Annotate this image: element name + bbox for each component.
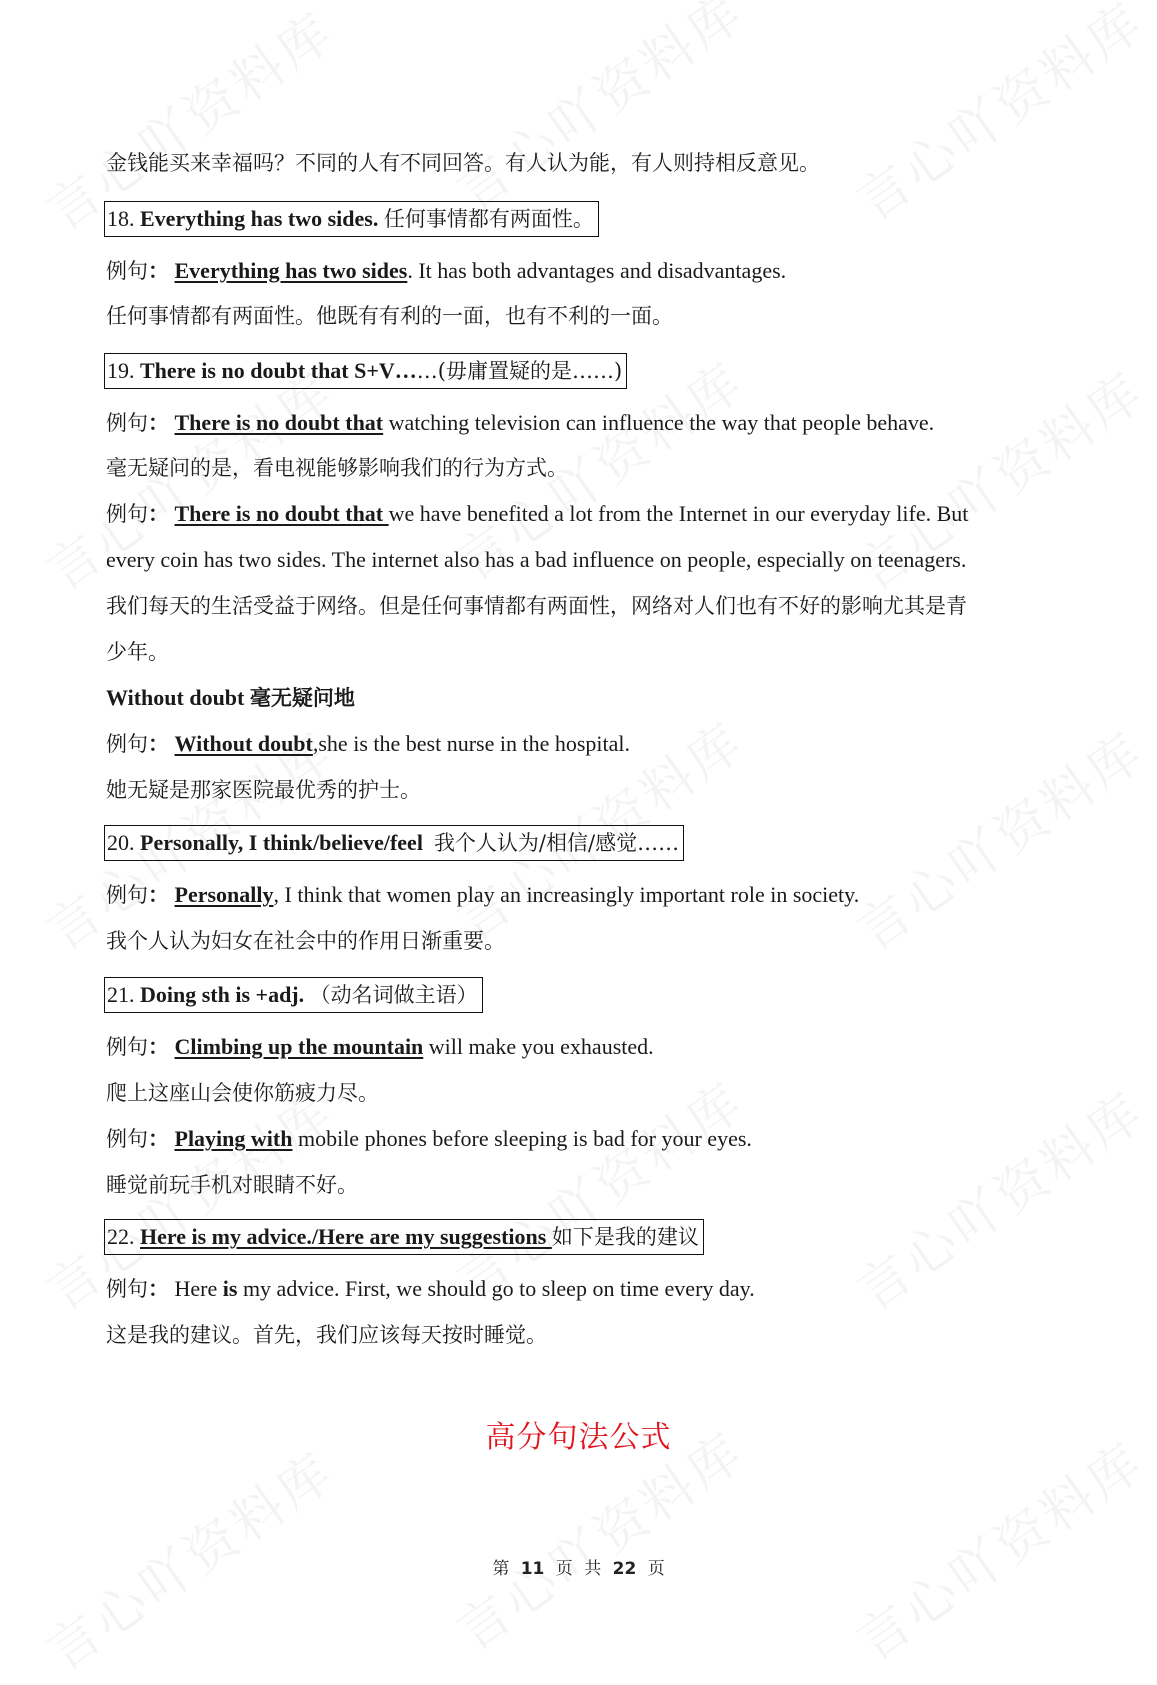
example-highlight: There is no doubt that (174, 501, 389, 526)
example-rest: , I think that women play an increasingly important role in society. (273, 882, 860, 907)
example-label: 例句 (106, 411, 148, 435)
example-translation: 我个人认为妇女在社会中的作用日渐重要。 (106, 929, 505, 953)
example-sentence (106, 499, 968, 529)
example-colon: ： (148, 1126, 169, 1151)
example-colon: ： (148, 731, 169, 756)
watermark (839, 710, 1157, 964)
sub-formula-meaning: 毫无疑问地 (249, 685, 355, 710)
example-translation: 她无疑是那家医院最优秀的护士。 (106, 778, 421, 802)
example-label: 例句 (106, 732, 148, 756)
item-number: 19. (107, 358, 135, 383)
example-rest: we have benefited a lot from the Internet in our everyday life. But (388, 501, 969, 526)
formula-meaning: 我个人认为/相信/感觉…… (433, 831, 680, 855)
item-number: 22. (107, 1224, 135, 1249)
example-sentence (106, 729, 630, 759)
formula-box-18 (104, 201, 599, 237)
example-label: 例句 (106, 502, 148, 526)
example-rest: . It has both advantages and disadvantages. (407, 258, 787, 283)
example-colon: ： (148, 501, 169, 526)
footer-suffix: 页 (647, 1559, 665, 1579)
example-highlight: There is no doubt that (174, 410, 384, 435)
item-number: 18. (107, 206, 135, 231)
example-translation: 睡觉前玩手机对眼睛不好。 (106, 1173, 358, 1197)
item-number: 20. (107, 830, 135, 855)
example-colon: ： (148, 1034, 169, 1059)
example-sentence (106, 408, 934, 438)
example-sentence (106, 256, 786, 286)
example-rest: will make you exhausted. (423, 1034, 654, 1059)
watermark (839, 1420, 1157, 1674)
formula-meaning: …(毋庸置疑的是……) (416, 359, 623, 383)
footer-prefix: 第 (492, 1559, 510, 1579)
example-highlight: Personally (174, 882, 274, 907)
example-rest: mobile phones before sleeping is bad for your eyes. (292, 1126, 752, 1151)
example-continuation: every coin has two sides. The internet also has a bad influence on people, especially on teenagers. (106, 547, 967, 572)
formula-box-19 (104, 353, 627, 389)
example-colon: ： (148, 410, 169, 435)
example-highlight: Climbing up the mountain (174, 1034, 424, 1059)
example-sentence (106, 1274, 755, 1304)
watermark (839, 0, 1157, 235)
current-page-number: 11 (520, 1559, 545, 1579)
example-sentence (106, 1032, 654, 1062)
example-highlight: Everything has two sides (174, 258, 408, 283)
example-highlight: Without doubt (174, 731, 313, 756)
example-translation-continuation: 少年。 (106, 640, 169, 664)
item-number: 21. (107, 982, 135, 1007)
example-label: 例句 (106, 259, 148, 283)
formula-phrase: Doing sth is +adj. (140, 982, 305, 1007)
formula-phrase: Personally, I think/believe/feel (140, 830, 423, 855)
example-translation: 我们每天的生活受益于网络。但是任何事情都有两面性，网络对人们也有不好的影响尤其是青 (106, 594, 967, 618)
watermark (439, 0, 757, 225)
intro-paragraph: 金钱能买来幸福吗？不同的人有不同回答。有人认为能，有人则持相反意见。 (106, 151, 820, 175)
example-translation: 这是我的建议。首先，我们应该每天按时睡觉。 (106, 1323, 547, 1347)
section-heading: 高分句法公式 (485, 1420, 672, 1455)
formula-meaning: 如下是我的建议 (551, 1225, 699, 1249)
formula-meaning: 任何事情都有两面性。 (383, 207, 594, 231)
formula-meaning: （动名词做主语） (309, 983, 478, 1007)
example-rest: my advice. First, we should go to sleep on time every day. (237, 1276, 755, 1301)
example-highlight: Playing with (174, 1126, 293, 1151)
example-sentence (106, 880, 859, 910)
total-pages-number: 22 (612, 1559, 637, 1579)
example-colon: ： (148, 258, 169, 283)
example-label: 例句 (106, 1127, 148, 1151)
formula-box-21 (104, 977, 483, 1013)
example-pre: Here (174, 1276, 223, 1301)
example-colon: ： (148, 1276, 169, 1301)
formula-phrase: Everything has two sides. (140, 206, 379, 231)
example-rest: watching television can influence the way that people behave. (383, 410, 935, 435)
example-translation: 爬上这座山会使你筋疲力尽。 (106, 1081, 379, 1105)
formula-phrase: There is no doubt that S+V… (140, 358, 417, 383)
example-rest: ,she is the best nurse in the hospital. (312, 731, 630, 756)
sub-formula-phrase: Without doubt (106, 685, 245, 710)
formula-box-22 (104, 1219, 704, 1255)
example-bold-word: is (222, 1276, 238, 1301)
example-label: 例句 (106, 883, 148, 907)
footer-middle: 页 共 (555, 1559, 602, 1579)
example-label: 例句 (106, 1035, 148, 1059)
example-sentence (106, 1124, 752, 1154)
example-translation: 任何事情都有两面性。他既有有利的一面，也有不利的一面。 (106, 304, 673, 328)
example-translation: 毫无疑问的是，看电视能够影响我们的行为方式。 (106, 456, 568, 480)
watermark (839, 1070, 1157, 1324)
formula-phrase: Here is my advice./Here are my suggestions (140, 1224, 552, 1249)
sub-formula (106, 683, 355, 713)
formula-box-20 (104, 825, 684, 861)
example-label: 例句 (106, 1277, 148, 1301)
page-footer (0, 1554, 1157, 1579)
example-colon: ： (148, 882, 169, 907)
